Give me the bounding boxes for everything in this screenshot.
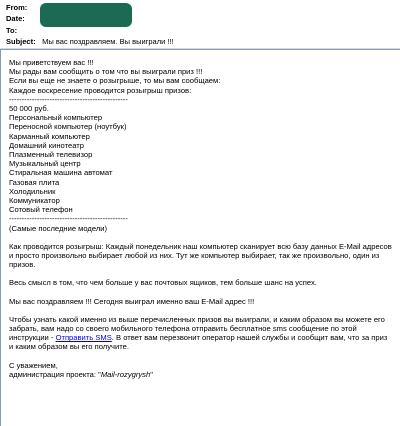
prize-item: Стиральная машина автомат (9, 168, 113, 178)
intro-line-3: Каждое воскресение проводится розыгрыш призов: (9, 85, 192, 95)
prize-item: Переносной компьютер (ноутбук) (9, 122, 127, 132)
prize-item: Сотовый телефон (9, 205, 73, 215)
send-sms-link[interactable]: Отправить SMS (55, 333, 112, 343)
separator-bottom: ----------------------------------------------- (9, 214, 128, 224)
subject-value: Мы вас поздравляем. Вы выиграли !!! (42, 37, 174, 46)
prize-item: Музыкальный центр (9, 159, 81, 169)
message-body (0, 49, 400, 426)
prize-item: Плазменный телевизор (9, 150, 93, 160)
instructions-paragraph (9, 315, 393, 352)
congrats-paragraph: Мы вас поздравляем !!! Сегодня выиграл именно ваш E-Mail адрес !!! (9, 296, 255, 306)
prize-item: Домашний кинотеатр (9, 140, 84, 150)
instructions-text-end: . В ответ вам перезвонит оператор нашей службы и сообщит вам, что за приз и каким образом вы его получите. (9, 333, 388, 352)
date-row (6, 14, 40, 23)
prize-item: Коммуникатор (9, 196, 60, 206)
instructions-text: Чтобы узнать какой именно из выше перечисленных призов вы выиграли, и каким образом вы можете его забрать, вам надо со своего мобильного телефона отправить бесплатное sms сообщение по этой инструкции - (9, 314, 385, 343)
how-it-works-paragraph: Как проводится розыгрыш: Каждый понедельник наш компьютер сканирует всю базу данных E-Mail адресов и просто произвольно выбирает любой из них. Тут же компьютер выбирает, так же произвольно, один из призов. (9, 241, 392, 270)
message-text (9, 58, 393, 379)
prize-item: Персональный компьютер (9, 113, 103, 123)
prize-item: Карманный компьютер (9, 131, 90, 141)
separator-top: ----------------------------------------------- (9, 94, 128, 104)
prize-item: 50 000 руб. (9, 104, 49, 114)
meaning-paragraph: Весь смысл в том, что чем больше у вас почтовых ящиков, тем больше шанс на успех. (9, 278, 317, 288)
signature-suffix: " (150, 369, 153, 379)
signature-prefix: администрация проекта: " (9, 369, 101, 379)
intro-line-2: Если вы еще не знаете о розыгрыше, то мы вам сообщаем: (9, 76, 221, 86)
subject-row (6, 37, 174, 46)
intro-line-1: Мы рады вам сообщить о том что вы выиграли приз !!! (9, 67, 203, 77)
to-label: To: (6, 26, 18, 35)
to-row (6, 26, 40, 35)
from-row (6, 3, 40, 12)
regards: С уважением, (9, 360, 58, 370)
latest-models-note: (Самые последние модели) (9, 223, 108, 233)
message-header (0, 0, 400, 48)
date-label: Date: (6, 14, 25, 23)
signature (9, 370, 393, 379)
prize-item: Газовая плита (9, 177, 60, 187)
subject-label: Subject: (6, 37, 36, 46)
redacted-sender-block (40, 3, 132, 27)
signature-name: Mail-rozygrysh (100, 369, 151, 379)
prize-item: Холодильник (9, 186, 56, 196)
greeting: Мы приветствуем вас !!! (9, 58, 94, 67)
from-label: From: (6, 3, 28, 12)
